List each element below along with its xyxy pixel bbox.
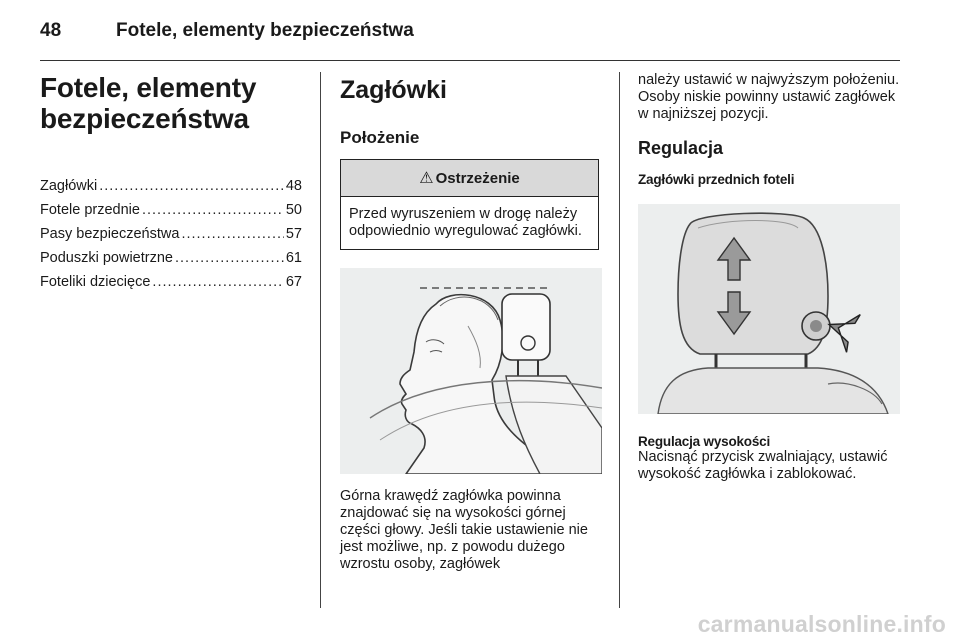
toc-leader-dots: [152, 270, 283, 294]
chapter-title: [40, 72, 302, 134]
page-number: 48: [40, 20, 62, 41]
continuation-paragraph: należy ustawić w najwyższym położeniu. Osoby niskie powinny ustawić zagłówek w najniższej pozycji.: [638, 72, 900, 122]
regulation-title: Regulacja: [638, 138, 724, 158]
warning-text: Przed wyruszeniem w drogę należy odpowiednio wyregulować zagłówki.: [349, 206, 582, 239]
toc-label: Zagłówki: [40, 178, 98, 194]
warning-triangle-icon: ⚠: [419, 170, 434, 187]
toc-leader-dots: [175, 246, 284, 270]
toc-item-foteliki-dzieciece[interactable]: [40, 270, 302, 294]
toc-label: Pasy bezpieczeństwa: [40, 226, 180, 242]
column-divider-1: [320, 72, 321, 608]
running-title: Fotele, elementy bezpieczeństwa: [116, 20, 414, 41]
toc-page: 50: [285, 202, 302, 218]
toc-item-pasy-bezpieczenstwa[interactable]: [40, 222, 302, 246]
front-headrests-title: Zagłówki przednich foteli: [638, 172, 795, 187]
warning-title: Ostrzeżenie: [435, 169, 520, 187]
toc-item-fotele-przednie[interactable]: [40, 198, 302, 222]
toc-leader-dots: [99, 174, 284, 198]
toc-page: 61: [285, 250, 302, 266]
height-adjust-text: Nacisnąć przycisk zwalniający, ustawić wysokość zagłówka i zablokować.: [638, 449, 888, 482]
chapter-title-line-2: bezpieczeństwa: [40, 103, 249, 134]
position-paragraph: Górna krawędź zagłówka powinna znajdować się na wysokości górnej części głowy. Jeśli takie ustawienie nie jest możliwe, np. z powodu dużego wzrostu osoby, zagłówek: [340, 488, 588, 572]
page-header: [40, 14, 900, 58]
height-adjust-title: Regulacja wysokości: [638, 434, 771, 449]
toc-leader-dots: [142, 198, 284, 222]
toc-page: 48: [285, 178, 302, 194]
column-2: [340, 72, 602, 573]
headrest-adjust-arrows-illustration: [638, 204, 900, 414]
warning-box: [340, 159, 599, 250]
toc-leader-dots: [181, 222, 283, 246]
head-profile-headrest-illustration: [340, 268, 602, 474]
toc-label: Poduszki powietrzne: [40, 250, 173, 266]
section-title: Zagłówki: [340, 76, 447, 104]
toc-item-zaglowki[interactable]: [40, 174, 302, 198]
subsection-title: Położenie: [340, 128, 420, 147]
table-of-contents: [40, 174, 302, 294]
column-divider-2: [619, 72, 620, 608]
toc-label: Foteliki dziecięce: [40, 274, 151, 290]
column-3: [638, 72, 902, 483]
header-rule: [40, 60, 900, 61]
column-1: [40, 72, 302, 294]
warning-header: [341, 160, 598, 197]
toc-page: 67: [285, 274, 302, 290]
toc-item-poduszki-powietrzne[interactable]: [40, 246, 302, 270]
chapter-title-line-1: Fotele, elementy: [40, 72, 257, 103]
toc-label: Fotele przednie: [40, 202, 140, 218]
toc-page: 57: [285, 226, 302, 242]
watermark: carmanualsonline.info: [697, 611, 946, 637]
